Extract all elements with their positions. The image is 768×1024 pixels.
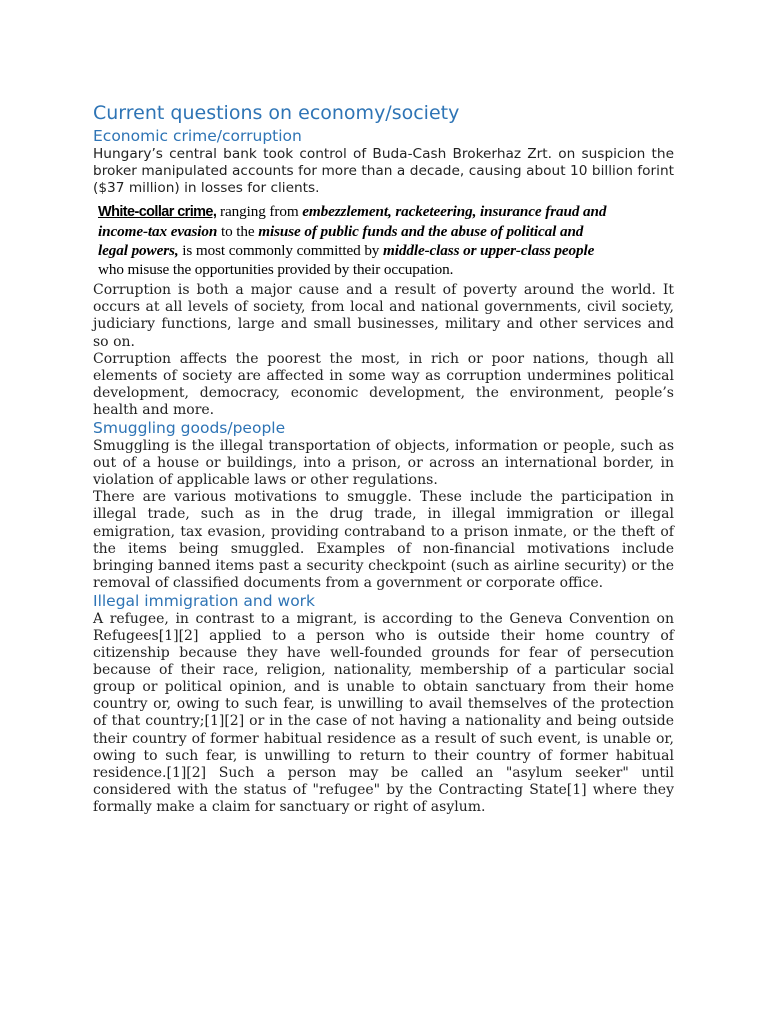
section-economic-crime (93, 127, 674, 419)
quote-text: ranging from (216, 203, 303, 221)
quote-emphasis: income-tax evasion (98, 223, 218, 241)
quote-emphasis: misuse of public funds and the abuse of political and (258, 223, 584, 241)
section-heading: Economic crime/corruption (93, 127, 302, 145)
paragraph: Smuggling is the illegal transportation of objects, information or people, such as out of a house or buildings, into a prison, or across an international border, in violation of applicable laws or other regulations. (93, 438, 674, 489)
quote-emphasis: embezzlement, racketeering, insurance fraud and (302, 203, 607, 221)
section-smuggling (93, 419, 674, 592)
quote-line (98, 202, 673, 222)
quote-text: is most commonly committed by (178, 242, 383, 260)
quote-emphasis: legal powers, (98, 242, 179, 260)
page-title: Current questions on economy/society (93, 102, 460, 124)
quote-term: White-collar crime, (98, 204, 217, 221)
paragraph: Corruption is both a major cause and a result of poverty around the world. It occurs at all levels of society, from local and national governments, civil society, judiciary functions, large and small businesses, military and other services and so on. (93, 282, 674, 350)
quote-emphasis: middle-class or upper-class people (383, 242, 595, 260)
paragraph: There are various motivations to smuggle. These include the participation in illegal trade, such as in the drug trade, in illegal immigration or illegal emigration, tax evasion, providing contraband to a prison inmate, or the theft of the items being smuggled. Examples of non-financial motivations include bringing banned items past a security checkpoint (such as airline security) or the removal of classified documents from a government or corporate office. (93, 489, 674, 591)
paragraph: Corruption affects the poorest the most, in rich or poor nations, though all elements of society are affected in some way as corruption undermines political development, democracy, economic development, the environment, people’s health and more. (93, 350, 674, 418)
section-illegal-immigration (93, 592, 674, 816)
section-heading: Illegal immigration and work (93, 591, 316, 610)
document-page (93, 101, 674, 816)
paragraph: A refugee, in contrast to a migrant, is according to the Geneva Convention on Refugees[1][2] applied to a person who is outside their home country of citizenship because they have well-founded grounds for fear of persecution because of their race, religion, nationality, membership of a particular social group or political opinion, and is unable to obtain sanctuary from their home country or, owing to such fear, is unwilling to avail themselves of the protection of that country;[1][2] or in the case of not having a nationality and being outside their country of former habitual residence as a result of such event, is unable or, owing to such fear, is unwilling to return to their country of former habitual residence.[1][2] Such a person may be called an "asylum seeker" until considered with the status of "refugee" by the Contracting State[1] where they formally make a claim for sanctuary or right of asylum. (93, 610, 674, 815)
white-collar-crime-quote (98, 202, 673, 279)
quote-line (98, 222, 673, 241)
quote-line (98, 241, 673, 260)
section-heading: Smuggling goods/people (93, 419, 286, 438)
quote-text: to the (217, 223, 259, 241)
quote-line: who misuse the opportunities provided by their occupation. (98, 261, 454, 279)
paragraph: Hungary’s central bank took control of Buda-Cash Brokerhaz Zrt. on suspicion the broker manipulated accounts for more than a decade, causing about 10 billion forint ($37 million) in losses for clients. (93, 146, 674, 197)
